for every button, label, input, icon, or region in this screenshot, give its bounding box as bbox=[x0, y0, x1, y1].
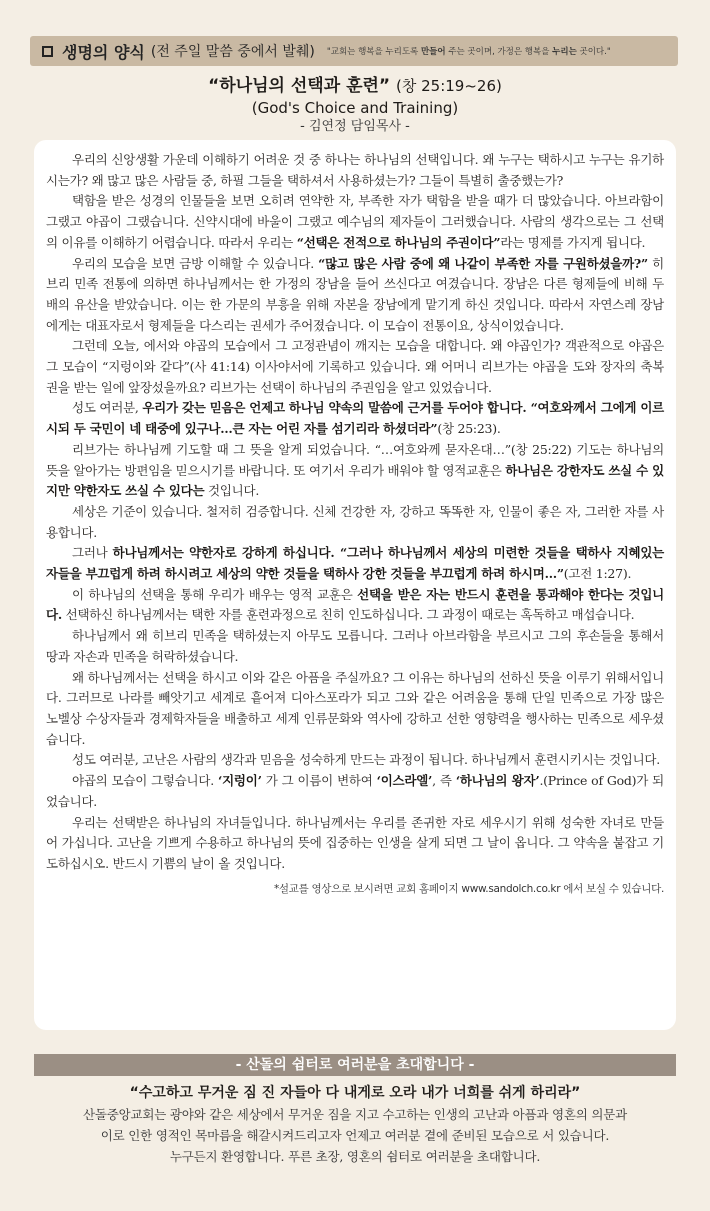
paragraph-text: 우리의 신앙생활 가운데 이해하기 어려운 것 중 하나는 하나님의 선택입니다. 왜 누구는 택하시고 누구는 유기하시는가? 왜 많고 많은 사람들 중, 하필 그들을 택하셔서 사용하셨는가? 그들이 특별히 출중했는가? bbox=[46, 152, 664, 188]
emphasis-text: “선택은 전적으로 하나님의 주권이다” bbox=[296, 234, 501, 250]
invite-text-line: 산돌중앙교회는 광야와 같은 세상에서 무거운 짐을 지고 수고하는 인생의 고난과 아픔과 영혼의 의문과 bbox=[82, 1107, 628, 1122]
paragraph-text: 그런데 오늘, 에서와 야곱의 모습에서 그 고정관념이 깨지는 모습을 대합니다. 왜 야곱인가? 객관적으로 야곱은 그 모습이 “지렁이와 같다”(사 41:14) 이사야서에 기록하고 있습니다. 왜 어머니 리브가는 야곱을 도와 장자의 축복권을 받는 일에 앞장섰을까요? 리브가는 선택이 하나님의 주권임을 알고 있었습니다. bbox=[46, 338, 664, 395]
paragraph-text: 하나님께서 왜 히브리 민족을 택하셨는지 아무도 모릅니다. 그러나 아브라함을 부르시고 그의 후손들을 통해서 땅과 자손과 민족을 허락하셨습니다. bbox=[46, 628, 664, 664]
paragraph-text: 리브가는 하나님께 기도할 때 그 뜻을 알게 되었습니다. “…여호와께 묻자온대…”(창 25:22) 기도는 하나님의 뜻을 알아가는 방편임을 믿으시기를 바랍니다. 또 여기서 우리가 배워야 할 영적교훈은 bbox=[46, 441, 664, 478]
sermon-paragraph bbox=[46, 585, 664, 626]
paragraph-text: 라는 명제를 가지게 됩니다. bbox=[500, 234, 646, 250]
paragraph-text: 왜 하나님께서는 선택을 하시고 이와 같은 아픔을 주실까요? 그 이유는 하나님의 선하신 뜻을 이루기 위해서입니다. 그러므로 나라를 빼앗기고 세계로 흩어져 디아스포라가 되고 그와 같은 어려움을 통해 단일 민족으로 가장 많은 노벨상 수상자들과 경제학자들을 배출하고 세계 인류문화와 역사에 강하고 선한 영향력을 행사하는 민족으로 세우셨습니다. bbox=[46, 669, 664, 747]
emphasis-text: “많고 많은 사람 중에 왜 나같이 부족한 자를 구원하셨을까?” bbox=[318, 255, 648, 271]
invite-text-line: 누구든지 환영합니다. 푸른 초장, 영혼의 쉼터로 여러분을 초대합니다. bbox=[169, 1149, 541, 1164]
emphasis-text: ‘지렁이’ bbox=[218, 773, 262, 789]
sermon-paragraph bbox=[46, 771, 664, 812]
paragraph-text: , 즉 bbox=[432, 773, 456, 789]
emphasis-text: ‘하나님의 왕자’ bbox=[455, 773, 540, 789]
invite-banner: - 산돌의 쉼터로 여러분을 초대합니다 - bbox=[34, 1054, 676, 1076]
emphasis-text: 하나님께서는 약한자로 강하게 하십니다. “그러나 하나님께서 세상의 미련한 것들을 택하사 지혜있는 자들을 부끄럽게 하려 하시려고 세상의 약한 것들을 택하사 강한 것들을 부끄럽게 하려 하시며…” bbox=[46, 545, 665, 582]
section-subtitle: (전 주일 말씀 중에서 발췌) bbox=[150, 44, 315, 60]
paragraph-text: 야곱의 모습이 그렇습니다. bbox=[72, 773, 218, 789]
paragraph-text: 우리의 모습을 보면 금방 이해할 수 있습니다. bbox=[72, 255, 319, 271]
emphasis-text: 우리가 갖는 믿음은 언제고 하나님 약속의 말씀에 근거를 두어야 합니다. “여호와께서 그에게 이르시되 두 국민이 네 태중에 있구나…큰 자는 어린 자를 섬기리라 하셨더라” bbox=[46, 400, 664, 437]
paragraph-text: 이 하나님의 선택을 통해 우리가 배우는 영적 교훈은 bbox=[72, 586, 358, 602]
section-header-bar bbox=[30, 36, 678, 66]
sermon-body bbox=[46, 150, 664, 875]
sermon-paragraph bbox=[46, 440, 664, 502]
paragraph-text: .(Prince of God)가 되었습니다. bbox=[46, 773, 665, 809]
sermon-title-line bbox=[0, 74, 710, 98]
sermon-paragraph bbox=[46, 668, 664, 751]
sermon-paragraph bbox=[46, 750, 664, 771]
sermon-paragraph bbox=[46, 626, 664, 667]
sermon-paragraph bbox=[46, 336, 664, 398]
sermon-paragraph bbox=[46, 813, 664, 875]
emphasis-text: 하나님은 강한자도 쓰실 수 있지만 약한자도 쓰실 수 있다는 bbox=[46, 462, 664, 499]
paragraph-text: (고전 1:27). bbox=[563, 566, 632, 582]
sermon-content-box bbox=[34, 140, 676, 1030]
sermon-paragraph bbox=[46, 150, 664, 191]
paragraph-text: 세상은 기준이 있습니다. 철저히 검증합니다. 신체 건강한 자, 강하고 똑똑한 자, 인물이 좋은 자, 그러한 자를 사용합니다. bbox=[46, 503, 664, 540]
sermon-paragraph bbox=[46, 543, 664, 584]
invite-text-line: 이로 인한 영적인 목마름을 해갈시켜드리고자 언제고 여러분 곁에 준비된 모습으로 서 있습니다. bbox=[100, 1128, 610, 1143]
sermon-title: “하나님의 선택과 훈련” bbox=[208, 76, 391, 96]
emphasis-text: ‘이스라엘’ bbox=[376, 773, 433, 789]
sermon-paragraph bbox=[46, 191, 664, 253]
sermon-author: - 김연정 담임목사 - bbox=[300, 119, 410, 134]
paragraph-text: 그러나 bbox=[72, 545, 113, 561]
sermon-paragraph bbox=[46, 398, 664, 439]
scripture-reference: (창 25:19~26) bbox=[396, 77, 502, 95]
invite-quote: “수고하고 무거운 짐 진 자들아 다 내게로 오라 내가 너희를 쉬게 하리라” bbox=[129, 1085, 581, 1101]
sermon-heading bbox=[0, 74, 710, 136]
paragraph-text: 히브리 민족 전통에 의하면 하나님께서는 한 가정의 장남을 들어 쓰신다고 여겼습니다. 장남은 다른 형제들에 비해 두 배의 유산을 받았습니다. 이는 한 가문의 부흥을 위해 자본을 장남에게 맡기게 하신 것입니다. 따라서 자연스레 장남에게는 대표자로서 형제들을 다스리는 권세가 주어졌습니다. 이 모습이 전통이요, 상식이었습니다. bbox=[46, 255, 665, 333]
paragraph-text: 가 그 이름이 변하여 bbox=[261, 773, 377, 789]
paragraph-text: (창 25:23). bbox=[437, 421, 501, 437]
sermon-english-title: (God's Choice and Training) bbox=[251, 99, 459, 117]
sermon-paragraph bbox=[46, 502, 664, 543]
section-title: 생명의 양식 bbox=[62, 42, 145, 62]
church-motto: "교회는 행복을 누리도록 만들어 주는 곳이며, 가정은 행복을 누리는 곳이다." bbox=[326, 47, 611, 57]
paragraph-text: 택함을 받은 성경의 인물들을 보면 오히려 연약한 자, 부족한 자가 택함을 받을 때가 더 많았습니다. 아브라함이 그랬고 야곱이 그랬습니다. 신약시대에 바울이 그랬고 예수님의 제자들이 그러했습니다. 사람의 생각으로는 그 선택의 이유를 이해하기 어렵습니다. 따라서 우리는 bbox=[46, 193, 664, 250]
emphasis-text: 선택을 받은 자는 반드시 훈련을 통과해야 한다는 것입니다. bbox=[46, 586, 664, 623]
sermon-paragraph bbox=[46, 254, 664, 337]
paragraph-text: 것입니다. bbox=[204, 483, 260, 499]
paragraph-text: 성도 여러분, bbox=[72, 400, 143, 416]
invite-section bbox=[40, 1082, 670, 1167]
video-note: *설교를 영상으로 보시려면 교회 홈페이지 www.sandolch.co.kr 에서 보실 수 있습니다. bbox=[273, 882, 664, 895]
paragraph-text: 우리는 선택받은 하나님의 자녀들입니다. 하나님께서는 우리를 존귀한 자로 세우시기 위해 성숙한 자녀로 만들어 가십니다. 고난을 기쁘게 수용하고 하나님의 뜻에 집중하는 인생을 살게 되면 그 날이 옵니다. 그 약속을 붙잡고 기도하십시오. 반드시 기쁨의 날이 올 것입니다. bbox=[46, 814, 664, 871]
paragraph-text: 성도 여러분, 고난은 사람의 생각과 믿음을 성숙하게 만드는 과정이 됩니다. 하나님께서 훈련시키시는 것입니다. bbox=[72, 752, 660, 768]
checkbox-square-icon bbox=[42, 46, 53, 57]
paragraph-text: 선택하신 하나님께서는 택한 자를 훈련과정으로 친히 인도하십니다. 그 과정이 때로는 혹독하고 매섭습니다. bbox=[61, 607, 635, 623]
